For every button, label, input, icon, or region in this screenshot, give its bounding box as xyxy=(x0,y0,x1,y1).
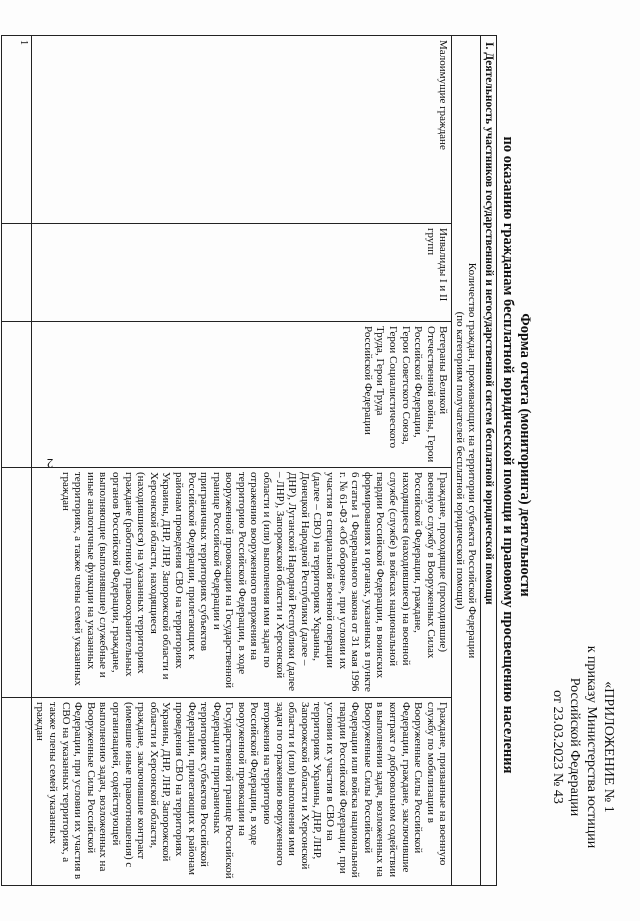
report-table xyxy=(1,35,497,886)
form-title-line-1: Форма отчета (мониторинга) деятельности xyxy=(517,313,533,597)
column-number-cell xyxy=(1,698,31,886)
section-heading: I. Деятельность участников государственной и негосударственной систем бесплатной юридической помощи xyxy=(481,36,497,886)
approval-block xyxy=(549,617,617,877)
category-cell: Малоимущие граждане xyxy=(31,36,452,224)
column-number-cell xyxy=(1,322,31,468)
approval-line-4: от 23.03.2023 № 43 xyxy=(550,690,565,804)
approval-line-3: Российской Федерации xyxy=(567,677,582,817)
section-subheading-line-1: Количество граждан, проживающих на территории субъекта Российской Федерации xyxy=(466,262,479,659)
section-subheading xyxy=(452,36,481,886)
column-number-cell xyxy=(1,468,31,698)
column-number-cell xyxy=(1,224,31,322)
category-cell: Ветераны Великой Отечественной войны, Герои Российской Федерации, Герои Советского Союза, Герои Социалистического Труда, Герои Труда Российской Федерации xyxy=(31,322,452,468)
column-number-row xyxy=(1,36,31,886)
page-number: 2 xyxy=(46,456,54,471)
form-title xyxy=(499,15,533,895)
category-cell: Граждане, призванные на военную службу по мобилизации в Вооруженные Силы Российской Федерации, граждане, заключившие контракт о добровольном содействии в выполнении задач, возложенных на Вооруженные Силы Российской Федерации или войска национальной гвардии Российской Федерации, при условии их участия в СВО на территориях Украины, ДНР, ЛНР, Запорожской области и Херсонской области и (или) выполнения ими задач по отражению вооруженного вторжения на территорию Российской Федерации, в ходе вооруженной провокации на Государственной границе Российской Федерации и приграничных территориях субъектов Российской Федерации, прилегающих к районам проведения СВО на территориях Украины, ДНР, ЛНР, Запорожской области и Херсонской области, граждане, заключившие контракт (имевшие иные правоотношения) с организацией, содействующей выполнению задач, возложенных на Вооруженные Силы Российской Федерации, при условии их участия в СВО на указанных территориях, а также члены семей указанных граждан xyxy=(31,698,452,886)
section-subheading-line-2: (по категориям получателей бесплатной юридической помощи) xyxy=(454,311,467,610)
approval-line-2: к приказу Министерства юстиции xyxy=(584,645,599,849)
category-cell: Граждане, проходящие (проходившие) военную службу в Вооруженных Силах Российской Федерации, граждане, находящиеся (находившиеся) на военной службе (службе) в войсках национальной гвардии Российской Федерации, в воинских формированиях и органах, указанных в пункте 6 статьи 1 Федерального закона от 31 мая 1996 г. № 61-ФЗ «Об обороне», при условии их участия в специальной военной операции (далее – СВО) на территориях Украины, Донецкой Народной Республики (далее – ДНР), Луганской Народной Республики (далее – ЛНР), Запорожской области и Херсонской области и (или) выполнения ими задач по отражению вооруженного вторжения на территорию Российской Федерации, в ходе вооруженной провокации на Государственной границе Российской Федерации и приграничных территориях субъектов Российской Федерации, прилегающих к районам проведения СВО на территориях Украины, ДНР, ЛНР, Запорожской области и Херсонской области, находящиеся (находившиеся) на указанных территориях граждане (работники) правоохранительных органов Российской Федерации, граждане, выполняющие (выполнявшие) служебные и иные аналогичные функции на указанных территориях, а также члены семей указанных граждан xyxy=(31,468,452,698)
approval-line-1: «ПРИЛОЖЕНИЕ № 1 xyxy=(601,681,616,813)
category-header-row xyxy=(31,36,452,886)
category-cell: Инвалиды I и II групп xyxy=(31,224,452,322)
column-number-cell: 1 xyxy=(1,36,31,224)
rotated-sheet xyxy=(17,15,625,895)
form-title-line-2: по оказанию гражданам бесплатной юридической помощи и правовому просвещению населения xyxy=(500,136,516,774)
